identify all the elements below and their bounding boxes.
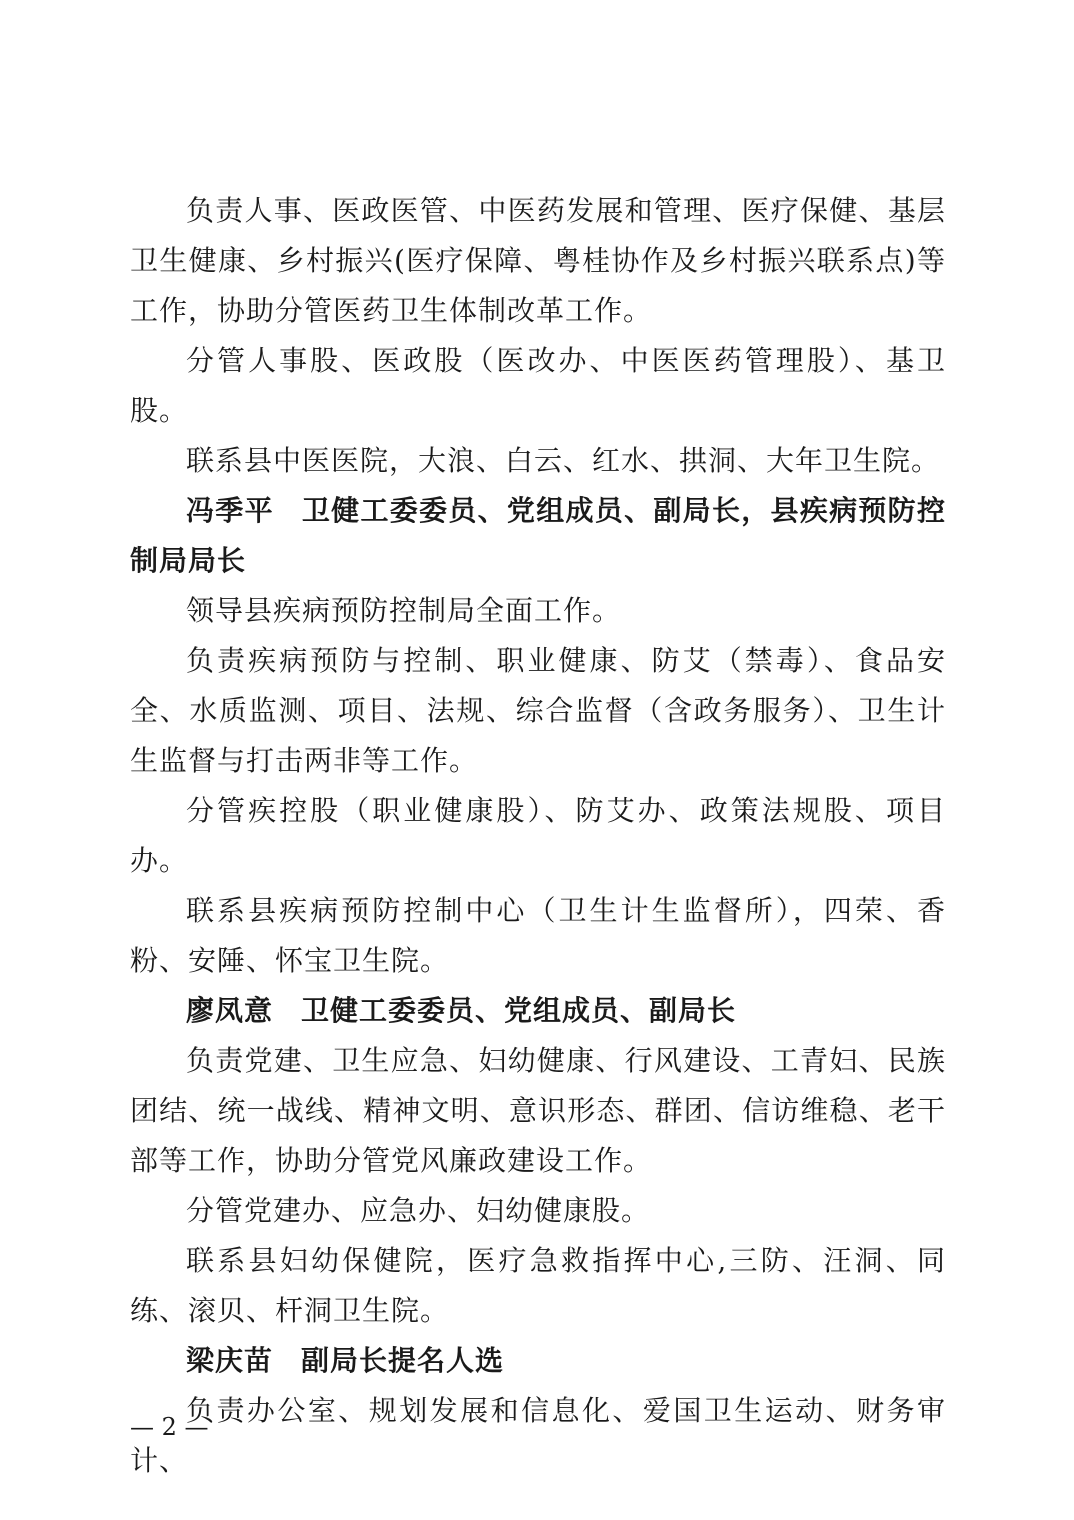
paragraph-responsibilities-2: 负责疾病预防与控制、职业健康、防艾（禁毒）、食品安全、水质监测、项目、法规、综合监督（含政务服务）、卫生计生监督与打击两非等工作。 xyxy=(130,644,946,777)
paragraph-liaison-2: 联系县疾病预防控制中心（卫生计生监督所），四荣、香粉、安陲、怀宝卫生院。 xyxy=(130,894,946,977)
paragraph-responsibilities-3: 负责党建、卫生应急、妇幼健康、行风建设、工青妇、民族团结、统一战线、精神文明、意识形态、群团、信访维稳、老干部等工作，协助分管党风廉政建设工作。 xyxy=(130,1044,946,1177)
paragraph-liaison-1: 联系县中医医院，大浪、白云、红水、拱洞、大年卫生院。 xyxy=(186,444,941,477)
official-title: 卫健工委委员、党组成员、副局长，县疾病预防控制局局长 xyxy=(130,494,946,577)
official-name: 廖凤意 xyxy=(186,994,274,1027)
paragraph-liaison-3: 联系县妇幼保健院，医疗急救指挥中心,三防、汪洞、同练、滚贝、杆洞卫生院。 xyxy=(130,1244,946,1327)
official-heading-feng xyxy=(130,486,946,586)
official-name: 梁庆苗 xyxy=(186,1344,274,1377)
paragraph-leadership-2: 领导县疾病预防控制局全面工作。 xyxy=(186,594,622,627)
official-name: 冯季平 xyxy=(186,494,274,527)
paragraph-managed-units-1: 分管人事股、医政股（医改办、中医医药管理股）、基卫股。 xyxy=(130,344,946,427)
paragraph-managed-units-3: 分管党建办、应急办、妇幼健康股。 xyxy=(186,1194,651,1227)
document-body xyxy=(130,186,946,1486)
page-number: — 2 — xyxy=(130,1413,209,1441)
paragraph-managed-units-2: 分管疾控股（职业健康股）、防艾办、政策法规股、项目办。 xyxy=(130,794,946,877)
official-heading-liang xyxy=(130,1336,946,1386)
paragraph-responsibilities-1: 负责人事、医政医管、中医药发展和管理、医疗保健、基层卫生健康、乡村振兴(医疗保障、粤桂协作及乡村振兴联系点)等工作，协助分管医药卫生体制改革工作。 xyxy=(130,194,946,327)
official-heading-liao xyxy=(130,986,946,1036)
paragraph-responsibilities-4: 负责办公室、规划发展和信息化、爱国卫生运动、财务审计、 xyxy=(130,1394,946,1477)
official-title: 卫健工委委员、党组成员、副局长 xyxy=(301,994,737,1027)
official-title: 副局长提名人选 xyxy=(301,1344,505,1377)
